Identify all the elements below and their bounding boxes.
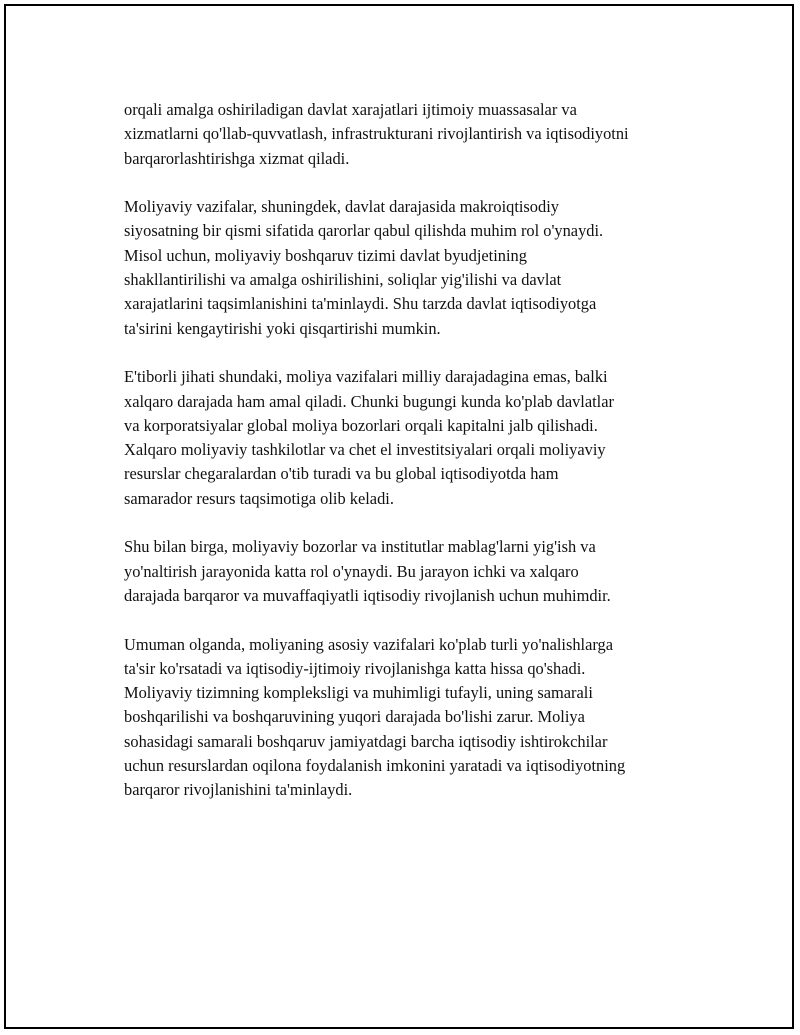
text-line: barqaror rivojlanishini ta'minlaydi. [124, 780, 353, 800]
paragraph-4 [124, 535, 704, 608]
text-line: darajada barqaror va muvaffaqiyatli iqtisodiy rivojlanish uchun muhimdir. [124, 585, 611, 605]
document-body [124, 98, 704, 827]
text-line: siyosatning bir qismi sifatida qarorlar qabul qilishda muhim rol o'ynaydi. [124, 221, 604, 241]
text-line: va korporatsiyalar global moliya bozorlari orqali kapitalni jalb qilishadi. [124, 415, 598, 435]
text-line: E'tiborli jihati shundaki, moliya vazifalari milliy darajadagina emas, balki [124, 367, 608, 387]
text-line: Moliyaviy tizimning kompleksligi va muhimligi tufayli, uning samarali [124, 683, 593, 703]
text-line: Moliyaviy vazifalar, shuningdek, davlat darajasida makroiqtisodiy [124, 197, 559, 217]
text-line: ta'sir ko'rsatadi va iqtisodiy-ijtimoiy rivojlanishga katta hissa qo'shadi. [124, 658, 586, 678]
text-line: ta'sirini kengaytirishi yoki qisqartirishi mumkin. [124, 318, 441, 338]
paragraph-1 [124, 98, 704, 171]
text-line: Umuman olganda, moliyaning asosiy vazifalari ko'plab turli yo'nalishlarga [124, 634, 614, 654]
text-line: xizmatlarni qo'llab-quvvatlash, infrastrukturani rivojlantirish va iqtisodiyotni [124, 124, 629, 144]
text-line: barqarorlashtirishga xizmat qiladi. [124, 148, 350, 168]
text-line: samarador resurs taqsimotiga olib keladi. [124, 488, 394, 508]
text-line: sohasidagi samarali boshqaruv jamiyatdagi barcha iqtisodiy ishtirokchilar [124, 731, 608, 751]
text-line: Xalqaro moliyaviy tashkilotlar va chet el investitsiyalari orqali moliyaviy [124, 440, 606, 460]
text-line: orqali amalga oshiriladigan davlat xarajatlari ijtimoiy muassasalar va [124, 100, 577, 119]
paragraph-3 [124, 365, 704, 511]
text-line: shakllantirilishi va amalga oshirilishini, soliqlar yig'ilishi va davlat [124, 270, 562, 290]
text-line: yo'naltirish jarayonida katta rol o'ynaydi. Bu jarayon ichki va xalqaro [124, 561, 579, 581]
page-frame [4, 4, 794, 1029]
text-line: xarajatlarini taqsimlanishini ta'minlaydi. Shu tarzda davlat iqtisodiyotga [124, 294, 597, 314]
text-line: Shu bilan birga, moliyaviy bozorlar va institutlar mablag'larni yig'ish va [124, 537, 596, 557]
text-line: resurslar chegaralardan o'tib turadi va bu global iqtisodiyotda ham [124, 464, 559, 484]
paragraph-5 [124, 633, 704, 803]
text-line: Misol uchun, moliyaviy boshqaruv tizimi davlat byudjetining [124, 245, 527, 265]
paragraph-2 [124, 195, 704, 341]
text-line: boshqarilishi va boshqaruvining yuqori darajada bo'lishi zarur. Moliya [124, 707, 585, 727]
text-line: xalqaro darajada ham amal qiladi. Chunki bugungi kunda ko'plab davlatlar [124, 391, 614, 411]
text-line: uchun resurslardan oqilona foydalanish imkonini yaratadi va iqtisodiyotning [124, 756, 626, 776]
